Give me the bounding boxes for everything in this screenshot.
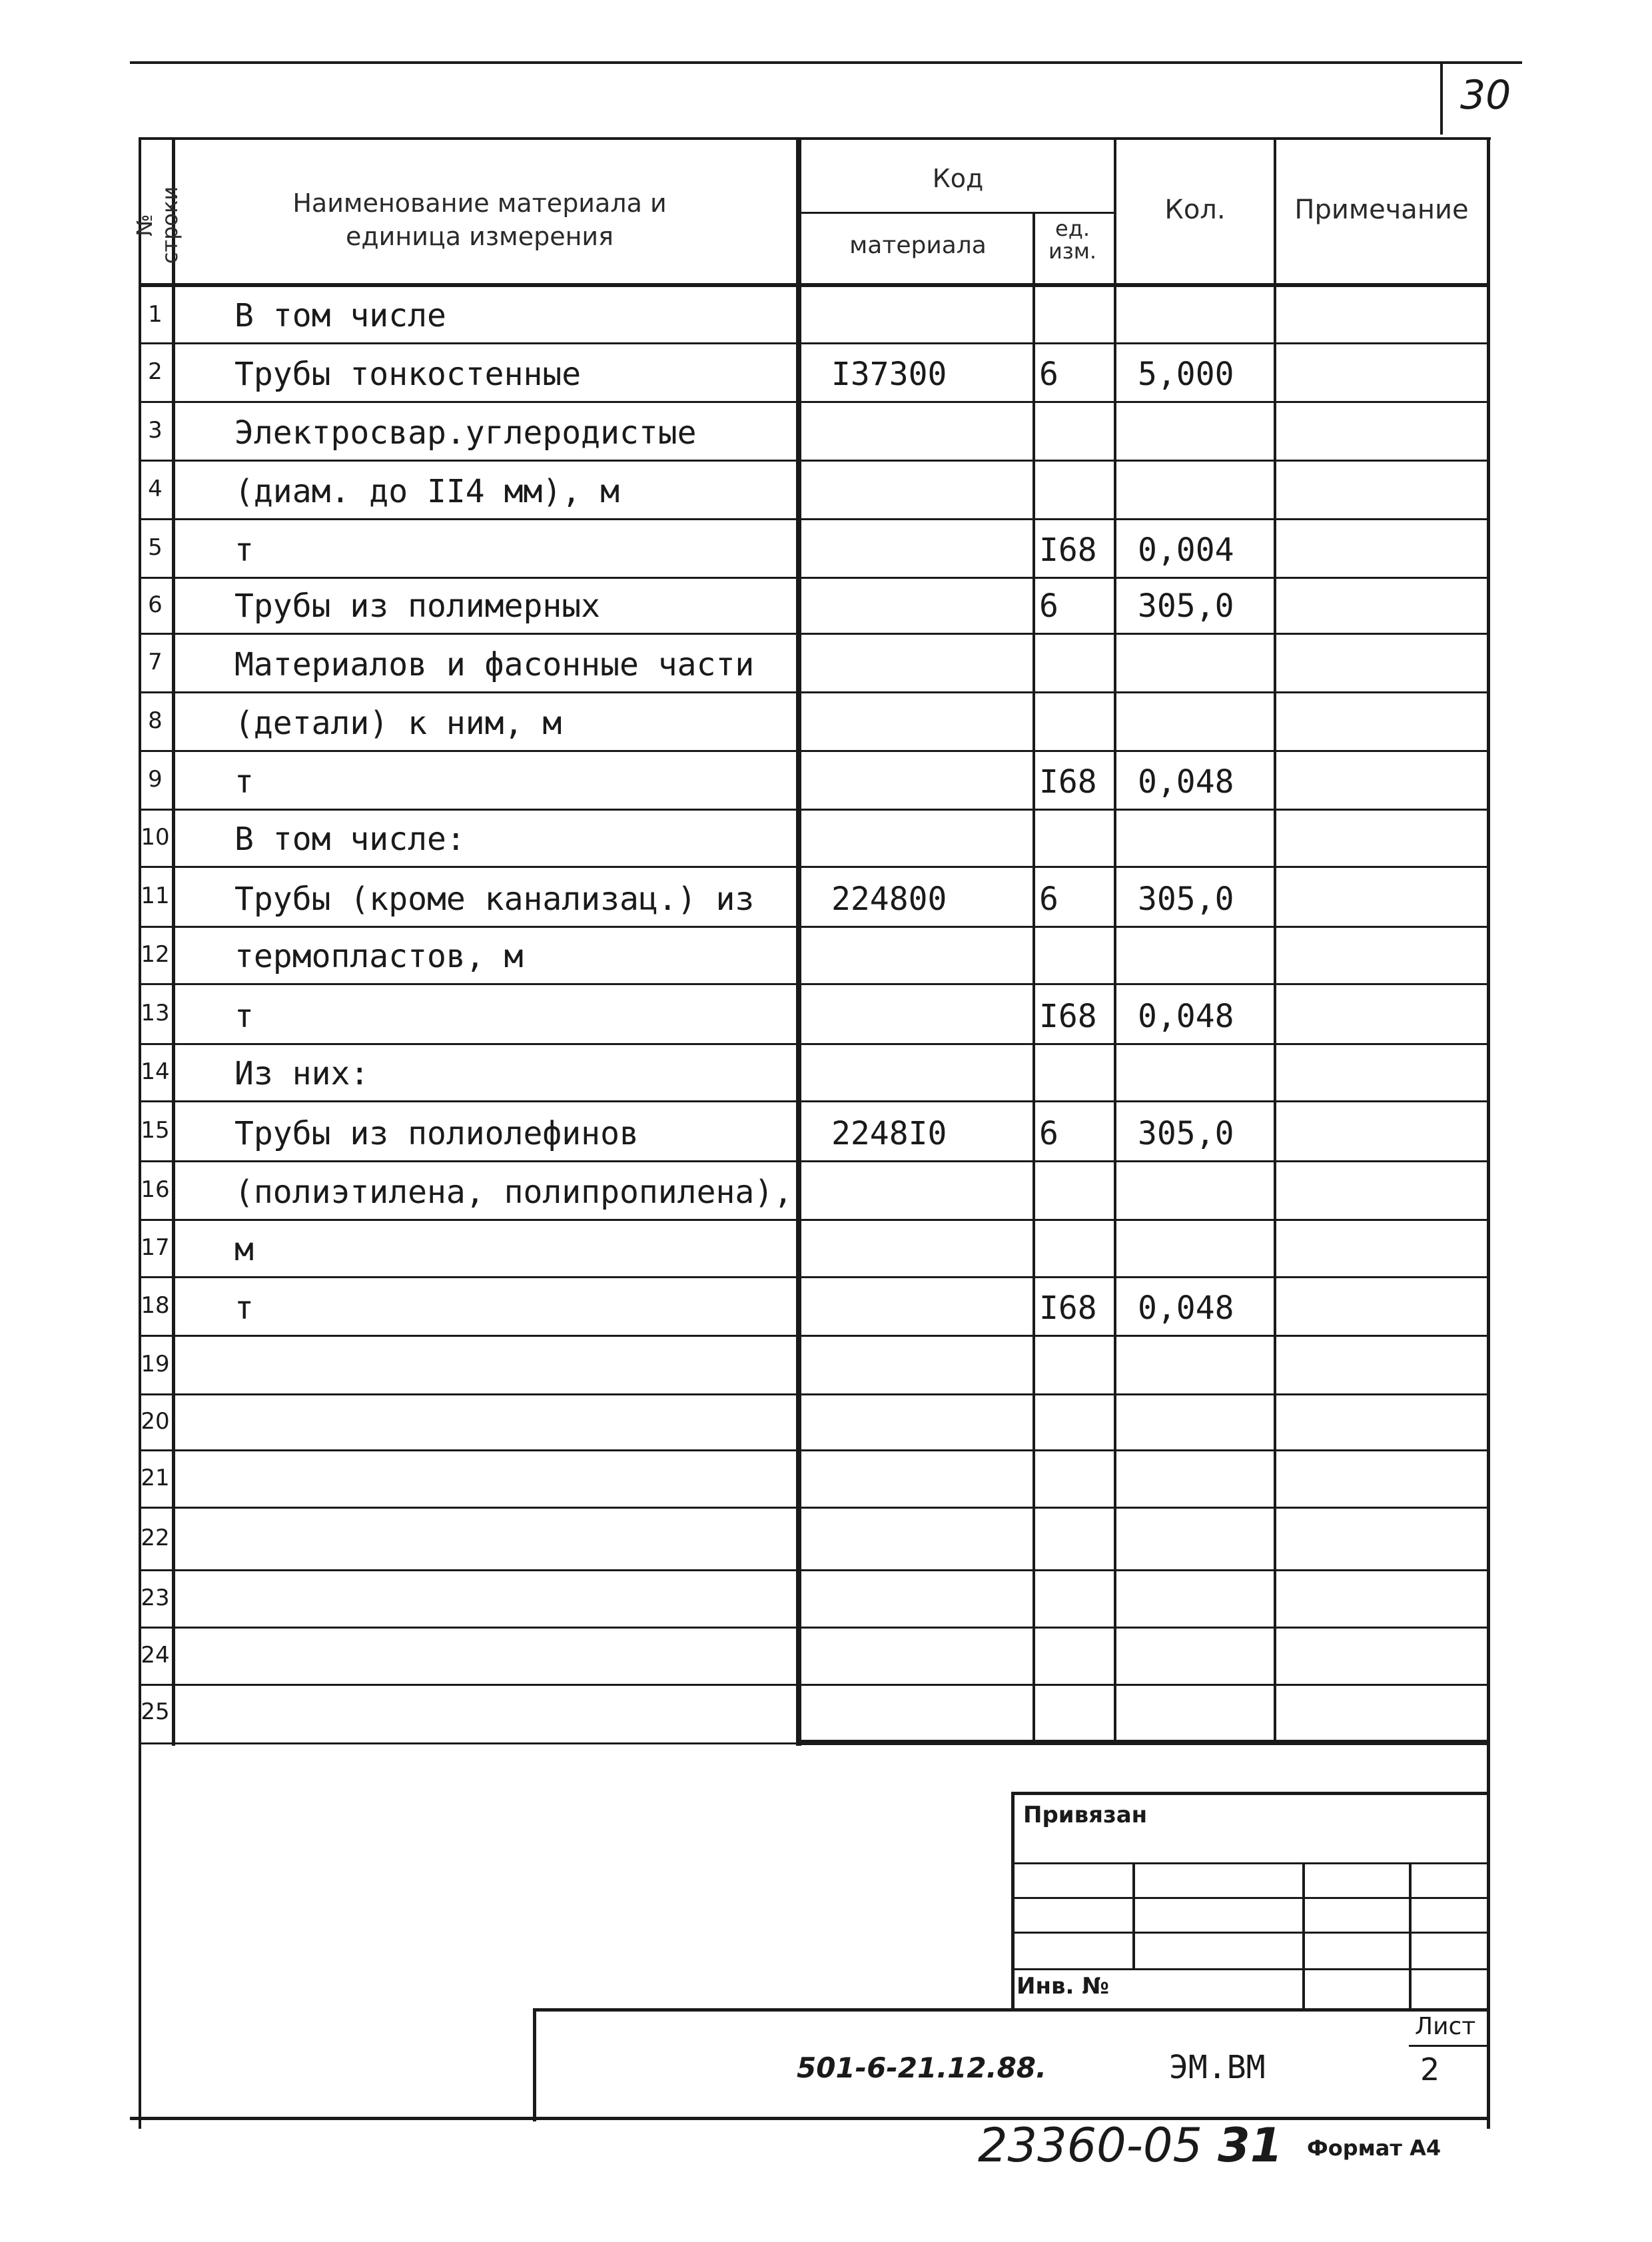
row-number: 13 [141,1000,170,1026]
row-unit-code: I68 [1039,1290,1097,1327]
row-number: 21 [141,1465,170,1491]
stamp-top [533,2008,1489,2012]
table-top-border [139,137,1491,140]
inv-label: Инв. № [1017,1973,1110,2000]
row-quantity: 0,048 [1138,763,1234,801]
table-body-bottom-line [796,1740,1490,1745]
bound-box-line-3 [1011,1932,1489,1934]
row-name: (детали) к ним, м [234,705,562,742]
row-divider [139,1276,1489,1278]
sheet-value: 2 [1420,2052,1440,2087]
bound-box-top [1011,1792,1489,1795]
sheet-box-top [1409,2045,1489,2047]
row-number: 7 [148,649,163,675]
row-quantity: 5,000 [1138,356,1234,393]
rownum-col-divider [172,137,175,1746]
row-divider [139,518,1489,520]
row-divider [139,401,1489,403]
row-divider [139,633,1489,635]
row-number: 20 [141,1408,170,1435]
table-right-border [1487,137,1490,2129]
page-bottom-line [130,2117,1490,2120]
row-unit-code: 6 [1039,356,1058,393]
row-divider [139,1393,1489,1395]
row-divider [139,750,1489,752]
row-unit-code: 6 [1039,1115,1058,1152]
row-name: Электросвар.углеродистые [234,414,697,452]
row-divider [139,1100,1489,1102]
note-col-left-divider [1274,137,1276,1744]
row-quantity: 0,048 [1138,1290,1234,1327]
row-quantity: 0,004 [1138,532,1234,569]
row-number: 8 [148,707,163,734]
sheet-label: Лист [1415,2013,1476,2040]
archive-number: 23360-05 [978,2118,1203,2173]
row-number: 17 [141,1234,170,1261]
row-number: 4 [148,476,163,502]
row-divider [139,809,1489,811]
row-unit-code: 6 [1039,587,1058,625]
row-number: 22 [141,1525,170,1551]
row-material-code: I37300 [831,356,947,393]
code-subheader-line [799,212,1115,214]
row-divider [139,1219,1489,1221]
title-block-left-frame [139,1742,141,2119]
header-name-label: Наименование материала и единица измерения [292,188,667,251]
name-col-divider [796,137,801,1746]
row-number: 23 [141,1585,170,1611]
row-name: (полиэтилена, полипропилена), [234,1174,793,1211]
row-name: (диам. до II4 мм), м [234,473,620,510]
row-divider [139,1043,1489,1045]
row-name: т [234,763,254,801]
bound-box-vline-1 [1132,1862,1135,1969]
row-name: м [234,1231,254,1268]
row-unit-code: I68 [1039,763,1097,801]
bound-label: Привязан [1023,1802,1148,1828]
row-quantity: 305,0 [1138,1115,1234,1152]
row-divider [139,1627,1489,1629]
row-number: 11 [141,883,170,909]
row-quantity: 305,0 [1138,881,1234,918]
row-divider [139,1160,1489,1162]
row-material-code: 224800 [831,881,947,918]
row-number: 6 [148,591,163,618]
unit-col-left-divider [1032,212,1035,1744]
row-divider [139,983,1489,985]
row-divider [139,926,1489,928]
row-unit-code: I68 [1039,532,1097,569]
row-name: Из них: [234,1055,370,1092]
row-quantity: 0,048 [1138,998,1234,1035]
row-divider [139,866,1489,868]
row-name: Трубы (кроме канализац.) из [234,881,755,918]
header-code-label: Код [932,164,984,193]
row-number: 9 [148,766,163,793]
row-divider [139,1335,1489,1337]
header-bottom-line [139,283,1489,287]
row-divider [139,1449,1489,1451]
table-body-bottom-line-left [139,1742,798,1744]
row-name: Трубы из полиолефинов [234,1115,639,1152]
row-name: т [234,532,254,569]
header-code-material-label: материала [849,232,987,259]
bound-box-line-2 [1011,1897,1489,1899]
row-divider [139,342,1489,344]
row-divider [139,691,1489,693]
row-number: 2 [148,358,163,385]
row-number: 24 [141,1642,170,1669]
bound-box-vline-2 [1302,1862,1305,2012]
row-name: Трубы из полимерных [234,587,601,625]
row-divider [139,1569,1489,1571]
row-divider [139,577,1489,579]
row-unit-code: 6 [1039,881,1058,918]
row-name: т [234,1290,254,1327]
row-quantity: 305,0 [1138,587,1234,625]
row-number: 1 [148,301,163,328]
row-name: т [234,998,254,1035]
row-name: термопластов, м [234,938,524,975]
header-rownum-label: № строки [132,186,183,264]
doc-code: 501-6-21.12.88. [797,2052,1046,2084]
doc-mark: ЭМ.ВМ [1169,2049,1266,2086]
qty-col-left-divider [1114,137,1116,1744]
row-divider [139,1684,1489,1686]
bound-box-left [1011,1792,1015,2012]
row-unit-code: I68 [1039,998,1097,1035]
row-number: 19 [141,1351,170,1377]
row-name: Материалов и фасонные части [234,646,755,683]
row-divider [139,460,1489,462]
row-number: 15 [141,1117,170,1144]
header-code-unit-label: ед. изм. [1048,216,1097,264]
row-name: В том числе: [234,821,466,858]
row-number: 12 [141,941,170,968]
bound-box-line-4 [1011,1968,1489,1970]
bound-box-vline-3 [1409,1862,1412,2012]
row-name: Трубы тонкостенные [234,356,582,393]
row-number: 5 [148,534,163,561]
row-material-code: 2248I0 [831,1115,947,1152]
row-number: 14 [141,1058,170,1085]
row-number: 18 [141,1292,170,1319]
archive-sheet: 31 [1218,2118,1283,2173]
bound-box-line-1 [1011,1862,1489,1864]
page-number: 30 [1460,72,1511,119]
row-number: 25 [141,1698,170,1725]
header-note-label: Примечание [1294,194,1469,225]
stamp-left [533,2008,536,2121]
row-number: 16 [141,1176,170,1203]
row-number: 3 [148,417,163,444]
format-label: Формат А4 [1307,2135,1442,2161]
row-divider [139,1507,1489,1509]
row-number: 10 [141,824,170,851]
row-name: В том числе [234,297,446,334]
header-qty-label: Кол. [1164,194,1226,225]
